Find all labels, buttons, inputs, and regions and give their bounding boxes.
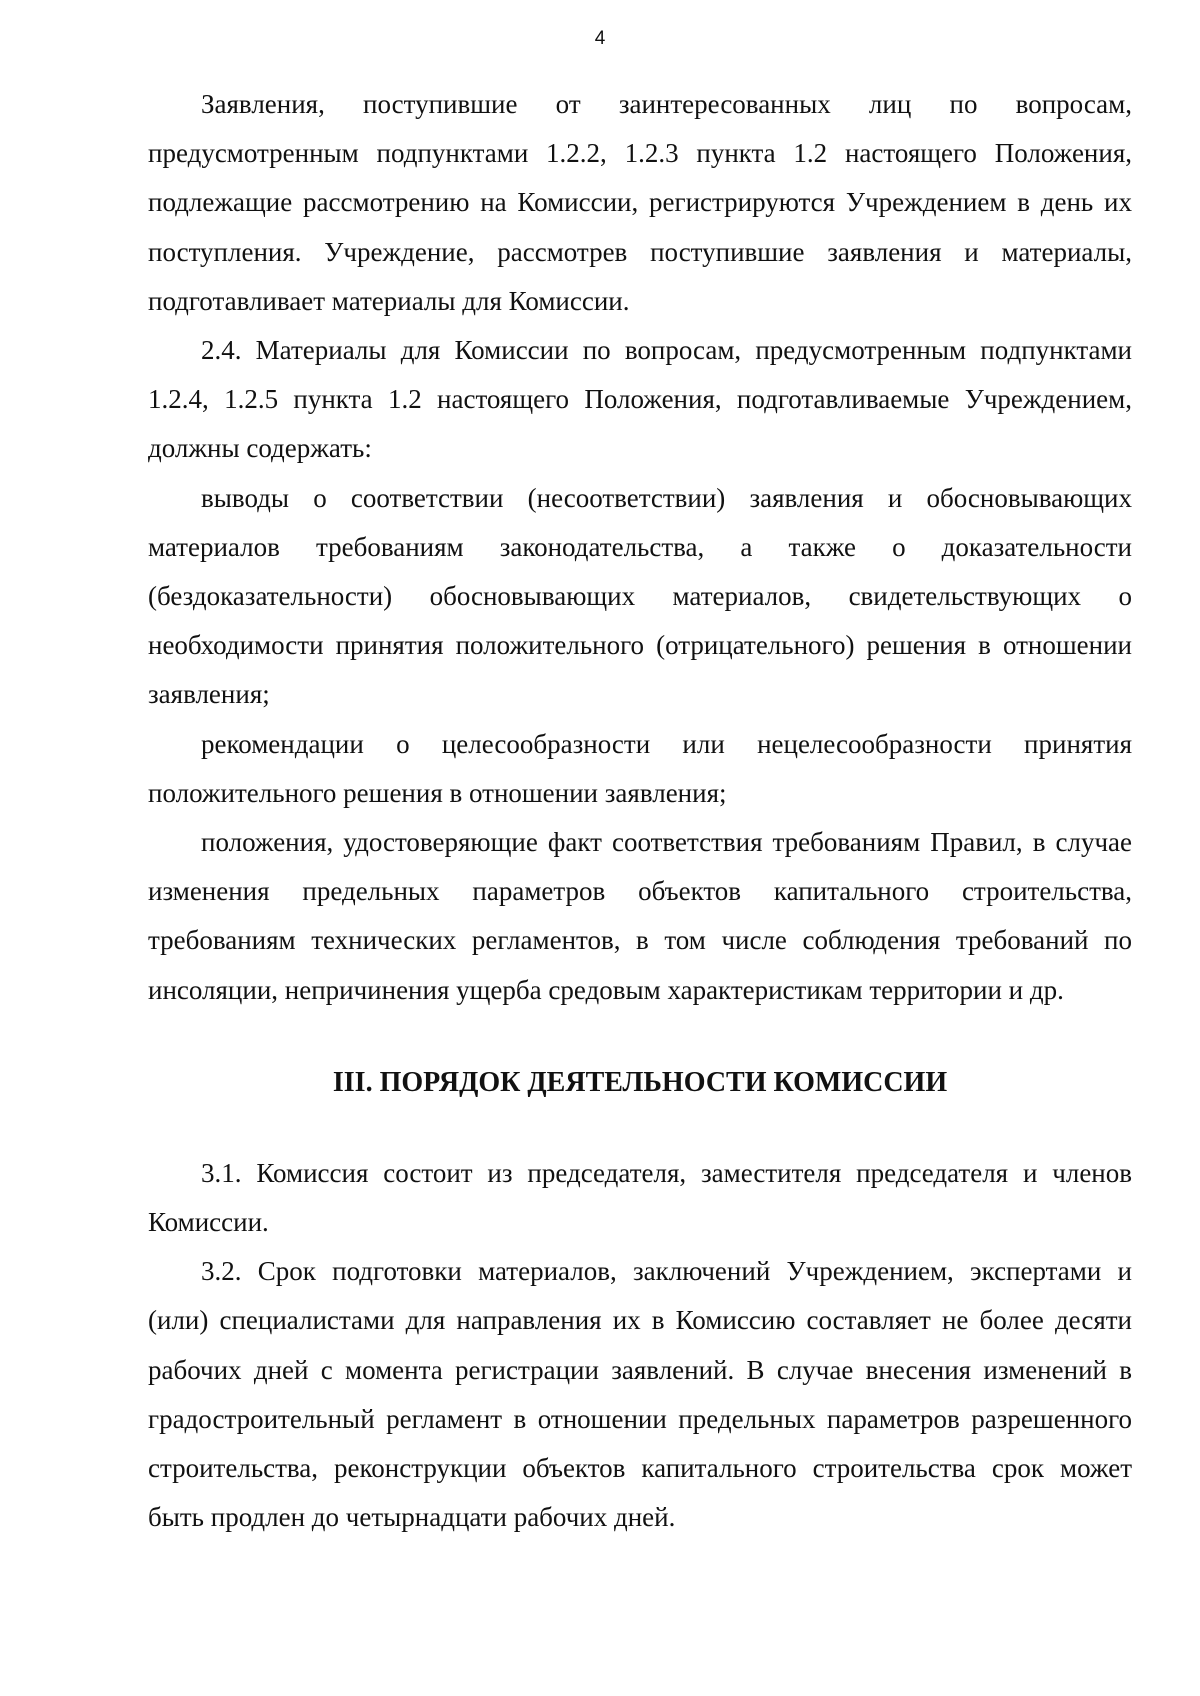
paragraph-applications-registration: Заявления, поступившие от заинтересованных лиц по вопросам, предусмотренным подпунктами 1.2.2, 1.2.3 пункта 1.2 настоящего Положения, подлежащие рассмотрению на Комиссии, регистрируются Учреждением в день их поступления. Учреждение, рассмотрев поступившие заявления и материалы, подготавливает материалы для Комиссии.	[148, 89, 1132, 316]
paragraph-compliance-provisions: положения, удостоверяющие факт соответствия требованиям Правил, в случае изменения предельных параметров объектов капитального строительства, требованиям технических регламентов, в том числе соблюдения требований по инсоляции, непричинения ущерба средовым характеристикам территории и др.	[148, 827, 1132, 1005]
page-number: 4	[594, 28, 606, 49]
paragraph-recommendations: рекомендации о целесообразности или нецелесообразности принятия положительного решения в отношении заявления;	[148, 728, 1132, 808]
paragraph-3-1: 3.1. Комиссия состоит из председателя, заместителя председателя и членов Комиссии.	[148, 1157, 1132, 1238]
paragraph-conclusions: выводы о соответствии (несоответствии) заявления и обосновывающих материалов требованиям законодательства, а также о доказательности (бездоказательности) обосновывающих материалов, свидетельствующих о необходимости принятия положительного (отрицательного) решения в отношении заявления;	[148, 482, 1132, 710]
paragraph-2-4: 2.4. Материалы для Комиссии по вопросам, предусмотренным подпунктами 1.2.4, 1.2.5 пункта 1.2 настоящего Положения, подготавливаемые Учреждением, должны содержать:	[148, 335, 1132, 464]
paragraph-3-2: 3.2. Срок подготовки материалов, заключений Учреждением, экспертами и (или) специалистами для направления их в Комиссию составляет не более десяти рабочих дней с момента регистрации заявлений. В случае внесения изменений в градостроительный регламент в отношении предельных параметров разрешенного строительства, реконструкции объектов капитального строительства срок может быть продлен до четырнадцати рабочих дней.	[148, 1256, 1132, 1533]
section-heading: III. ПОРЯДОК ДЕЯТЕЛЬНОСТИ КОМИССИИ	[332, 1066, 948, 1098]
document-body	[148, 80, 1132, 1542]
